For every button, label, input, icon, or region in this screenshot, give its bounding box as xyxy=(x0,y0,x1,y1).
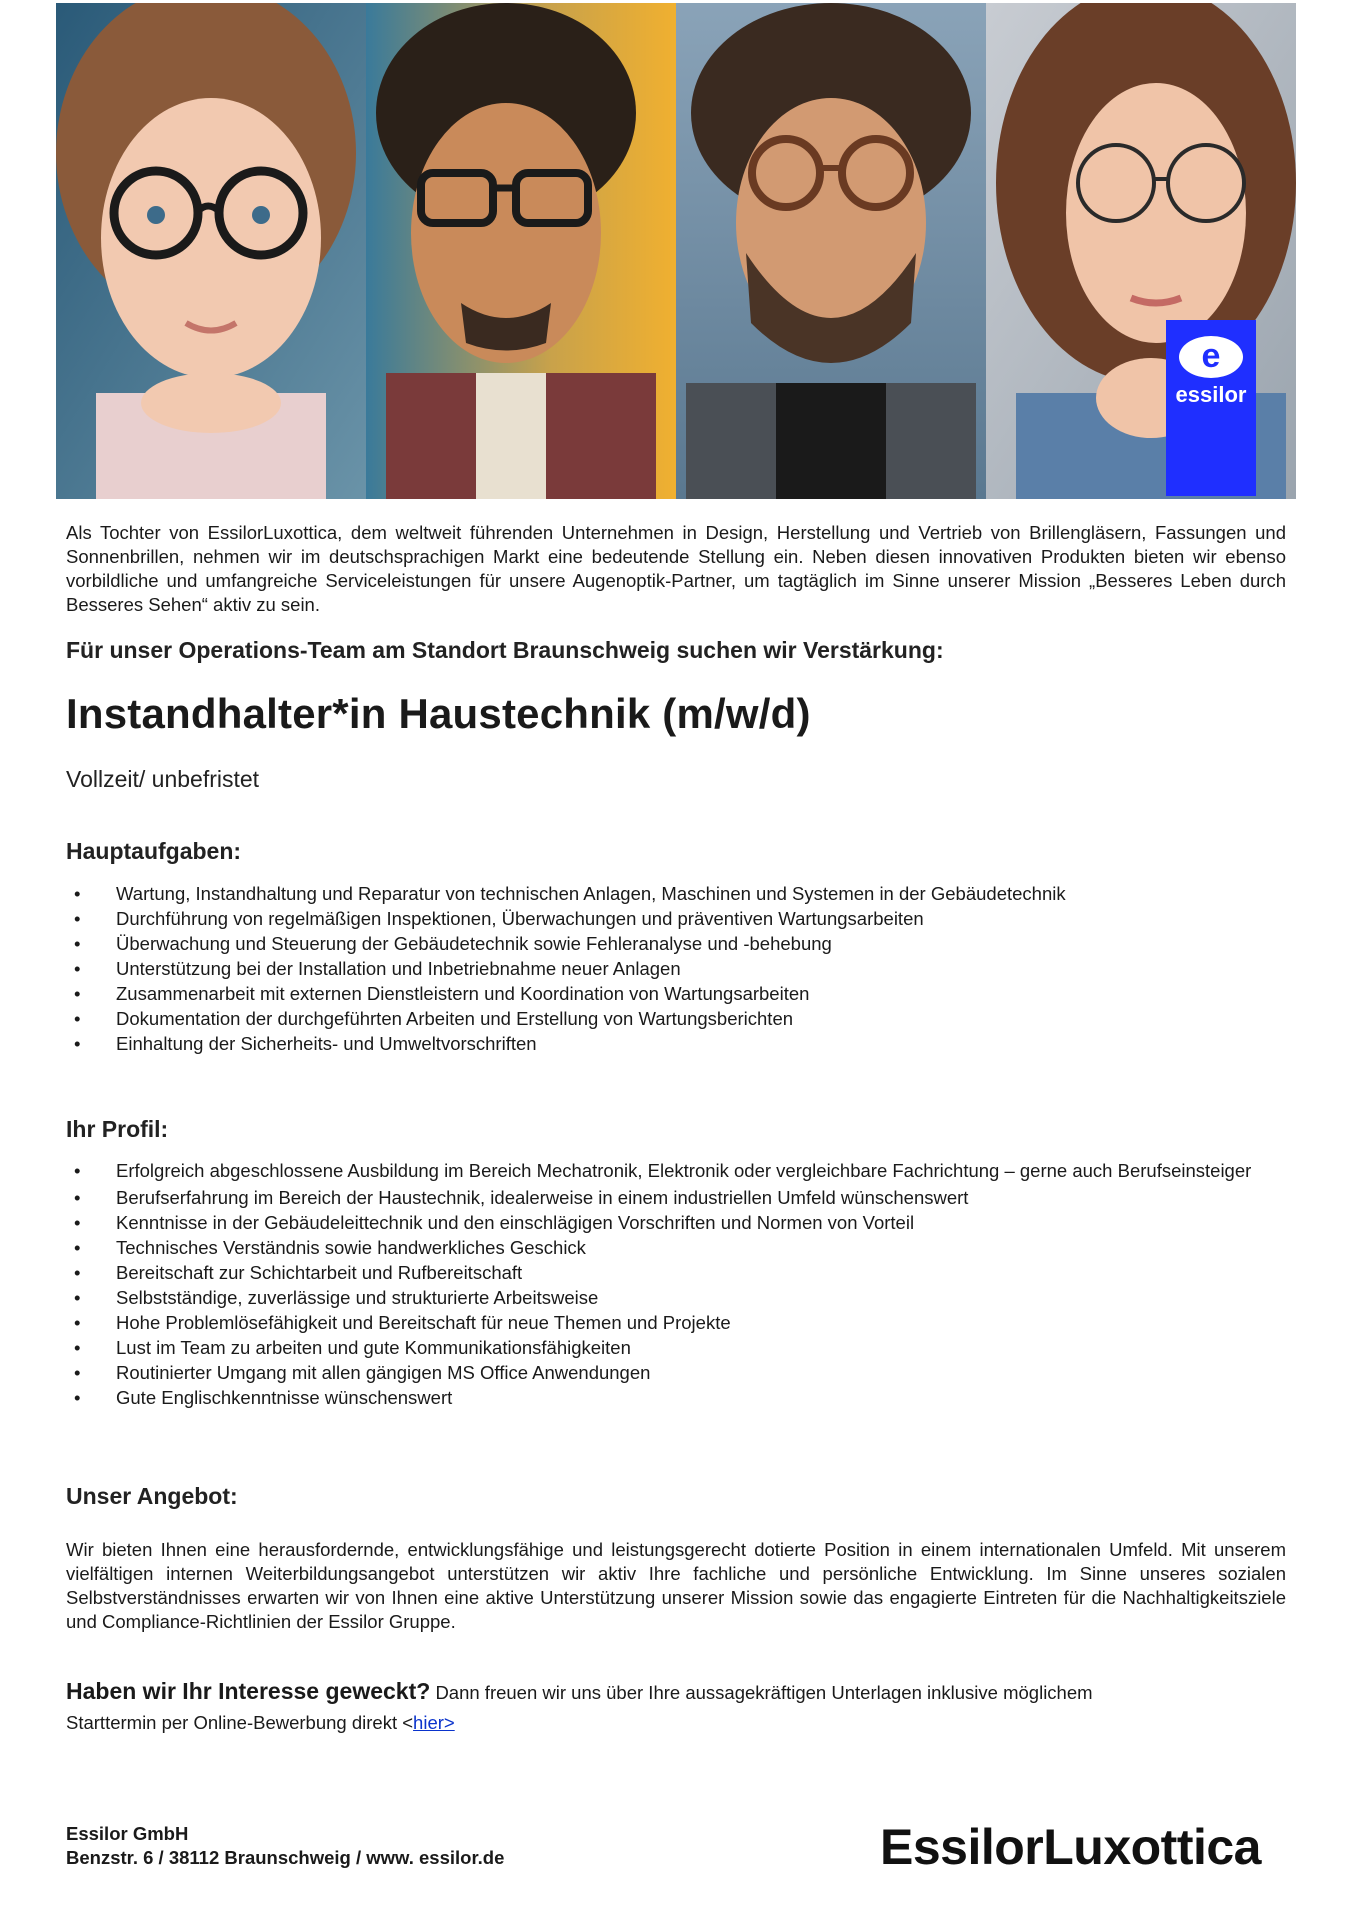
essilor-badge-label: essilor xyxy=(1175,382,1247,407)
essilorluxottica-logo: EssilorLuxottica xyxy=(880,1819,1261,1875)
list-item: • Berufserfahrung im Bereich der Haustechnik, idealerweise in einem industriellen Umfeld wünschenswert xyxy=(66,1185,1286,1210)
cta-text: Dann freuen wir uns über Ihre aussagekräftigen Unterlagen inklusive möglichem xyxy=(435,1682,1093,1703)
job-title: Instandhalter*in Haustechnik (m/w/d) xyxy=(66,690,811,737)
list-item: • Technisches Verständnis sowie handwerkliches Geschick xyxy=(66,1235,1286,1260)
hero-photo-strip xyxy=(56,3,1296,499)
list-item: • Erfolgreich abgeschlossene Ausbildung im Bereich Mechatronik, Elektronik oder vergleichbare Fachrichtung – gerne auch Berufseinsteiger xyxy=(66,1160,1286,1182)
tasks-heading: Hauptaufgaben: xyxy=(66,838,242,864)
photo-bearded-man-with-glasses xyxy=(676,3,986,499)
essilor-eye-icon xyxy=(1179,336,1243,378)
profile-list xyxy=(66,1160,1286,1410)
list-item: • Zusammenarbeit mit externen Dienstleistern und Koordination von Wartungsarbeiten xyxy=(66,981,1286,1006)
list-item: • Einhaltung der Sicherheits- und Umweltvorschriften xyxy=(66,1031,1286,1056)
list-item: • Unterstützung bei der Installation und Inbetriebnahme neuer Anlagen xyxy=(66,956,1286,981)
list-item: • Durchführung von regelmäßigen Inspektionen, Überwachungen und präventiven Wartungsarbeiten xyxy=(66,906,1286,931)
photo-girl-with-glasses xyxy=(56,3,366,499)
offer-paragraph: Wir bieten Ihnen eine herausfordernde, entwicklungsfähige und leistungsgerecht dotierte Position in einem internationalen Umfeld. Mit unserem vielfältigen internen Weiterbildungsangebot unterstützen wir aktiv Ihre fachliche und persönliche Entwicklung. Im Sinne unseres sozialen Selbstverständnisses erwarten wir von Ihnen eine aktive Unterstützung unserer Mission sowie das engagierte Eintreten für die Nachhaltigkeitsziele und Compliance-Richtlinien der Essilor Gruppe. xyxy=(66,1539,1286,1632)
offer-heading: Unser Angebot: xyxy=(66,1483,238,1509)
list-item: • Hohe Problemlösefähigkeit und Bereitschaft für neue Themen und Projekte xyxy=(66,1310,1286,1335)
cta-text-line-2: Starttermin per Online-Bewerbung direkt < xyxy=(66,1712,414,1733)
list-item: • Lust im Team zu arbeiten und gute Kommunikationsfähigkeiten xyxy=(66,1335,1286,1360)
call-to-action xyxy=(66,1676,1286,1738)
footer-address xyxy=(66,1822,504,1870)
list-item: • Routinierter Umgang mit allen gängigen MS Office Anwendungen xyxy=(66,1360,1286,1385)
employment-type: Vollzeit/ unbefristet xyxy=(66,766,260,792)
team-subheading: Für unser Operations-Team am Standort Braunschweig suchen wir Verstärkung: xyxy=(66,637,944,663)
list-item: • Überwachung und Steuerung der Gebäudetechnik sowie Fehleranalyse und -behebung xyxy=(66,931,1286,956)
cta-headline: Haben wir Ihr Interesse geweckt? xyxy=(66,1678,431,1704)
company-name: Essilor GmbH xyxy=(66,1823,189,1844)
list-item: • Wartung, Instandhaltung und Reparatur von technischen Anlagen, Maschinen und Systemen in der Gebäudetechnik xyxy=(66,881,1286,906)
photo-young-man-with-glasses xyxy=(366,3,676,499)
apply-here-link[interactable]: hier> xyxy=(413,1712,455,1733)
list-item: • Kenntnisse in der Gebäudeleittechnik und den einschlägigen Vorschriften und Normen von Vorteil xyxy=(66,1210,1286,1235)
list-item: • Selbstständige, zuverlässige und strukturierte Arbeitsweise xyxy=(66,1285,1286,1310)
list-item: • Dokumentation der durchgeführten Arbeiten und Erstellung von Wartungsberichten xyxy=(66,1006,1286,1031)
list-item: • Bereitschaft zur Schichtarbeit und Rufbereitschaft xyxy=(66,1260,1286,1285)
list-item: • Gute Englischkenntnisse wünschenswert xyxy=(66,1385,1286,1410)
company-address: Benzstr. 6 / 38112 Braunschweig / www. essilor.de xyxy=(66,1847,505,1868)
intro-paragraph: Als Tochter von EssilorLuxottica, dem weltweit führenden Unternehmen in Design, Herstellung und Vertrieb von Brillengläsern, Fassungen und Sonnenbrillen, nehmen wir im deutschsprachigen Markt eine bedeutende Stellung ein. Neben diesen innovativen Produkten bieten wir ebenso vorbildliche und umfangreiche Serviceleistungen für unsere Augenoptik-Partner, um tagtäglich im Sinne unserer Mission „Besseres Leben durch Besseres Sehen“ aktiv zu sein. xyxy=(66,522,1286,615)
essilor-badge xyxy=(1166,320,1256,496)
profile-heading: Ihr Profil: xyxy=(66,1116,169,1142)
tasks-list xyxy=(66,881,1286,1056)
